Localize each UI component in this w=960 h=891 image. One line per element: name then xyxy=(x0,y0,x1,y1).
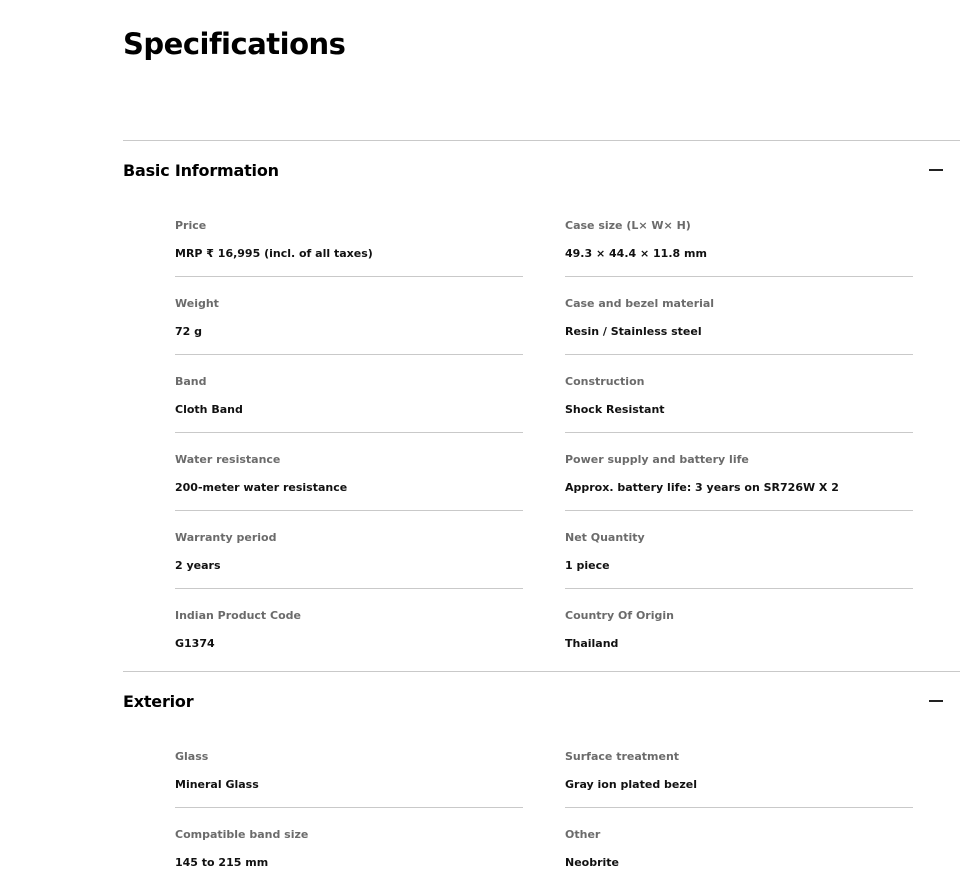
spec-item xyxy=(565,589,913,666)
spec-label: Band xyxy=(175,375,207,388)
spec-value: 1 piece xyxy=(565,559,610,572)
spec-value: Neobrite xyxy=(565,856,620,869)
spec-label: Construction xyxy=(565,375,645,388)
spec-item xyxy=(175,277,523,355)
spec-item xyxy=(175,730,523,808)
spec-grid xyxy=(175,730,913,885)
spec-item xyxy=(175,808,523,885)
spec-label: Power supply and battery life xyxy=(565,453,749,466)
section-header-basic-information[interactable] xyxy=(123,141,960,199)
spec-value: Mineral Glass xyxy=(175,778,259,791)
spec-item xyxy=(565,433,913,511)
minus-icon[interactable] xyxy=(929,700,943,702)
spec-label: Price xyxy=(175,219,207,232)
spec-item xyxy=(175,199,523,277)
spec-label: Other xyxy=(565,828,601,841)
spec-item xyxy=(565,511,913,589)
spec-value: 72 g xyxy=(175,325,203,338)
spec-value: 2 years xyxy=(175,559,221,572)
spec-label: Warranty period xyxy=(175,531,277,544)
spec-value: 49.3 × 44.4 × 11.8 mm xyxy=(565,247,707,260)
spec-label: Weight xyxy=(175,297,219,310)
spec-value: Resin / Stainless steel xyxy=(565,325,702,338)
spec-value: 200-meter water resistance xyxy=(175,481,348,494)
spec-item xyxy=(565,199,913,277)
spec-value: MRP ₹ 16,995 (incl. of all taxes) xyxy=(175,247,373,260)
section-title: Basic Information xyxy=(123,160,279,180)
section-exterior xyxy=(123,671,960,891)
spec-value: Thailand xyxy=(565,637,619,650)
section-title: Exterior xyxy=(123,691,194,711)
spec-item xyxy=(565,355,913,433)
spec-item xyxy=(175,589,523,666)
spec-value: Gray ion plated bezel xyxy=(565,778,697,791)
spec-label: Glass xyxy=(175,750,209,763)
spec-value: Cloth Band xyxy=(175,403,243,416)
spec-item xyxy=(175,433,523,511)
spec-item xyxy=(175,511,523,589)
spec-label: Country Of Origin xyxy=(565,609,674,622)
spec-item xyxy=(175,355,523,433)
section-basic-information xyxy=(123,140,960,671)
spec-value: Shock Resistant xyxy=(565,403,665,416)
spec-label: Case and bezel material xyxy=(565,297,715,310)
minus-icon[interactable] xyxy=(929,169,943,171)
spec-label: Water resistance xyxy=(175,453,281,466)
spec-item xyxy=(565,277,913,355)
spec-item xyxy=(565,730,913,808)
spec-label: Indian Product Code xyxy=(175,609,301,622)
spec-item xyxy=(565,808,913,885)
page-title: Specifications xyxy=(123,27,346,61)
spec-value: G1374 xyxy=(175,637,215,650)
spec-value: 145 to 215 mm xyxy=(175,856,269,869)
section-header-exterior[interactable] xyxy=(123,672,960,730)
spec-value: Approx. battery life: 3 years on SR726W X 2 xyxy=(565,481,839,494)
spec-label: Case size (L× W× H) xyxy=(565,219,691,232)
spec-label: Surface treatment xyxy=(565,750,680,763)
spec-grid xyxy=(175,199,913,666)
spec-label: Compatible band size xyxy=(175,828,309,841)
spec-label: Net Quantity xyxy=(565,531,645,544)
